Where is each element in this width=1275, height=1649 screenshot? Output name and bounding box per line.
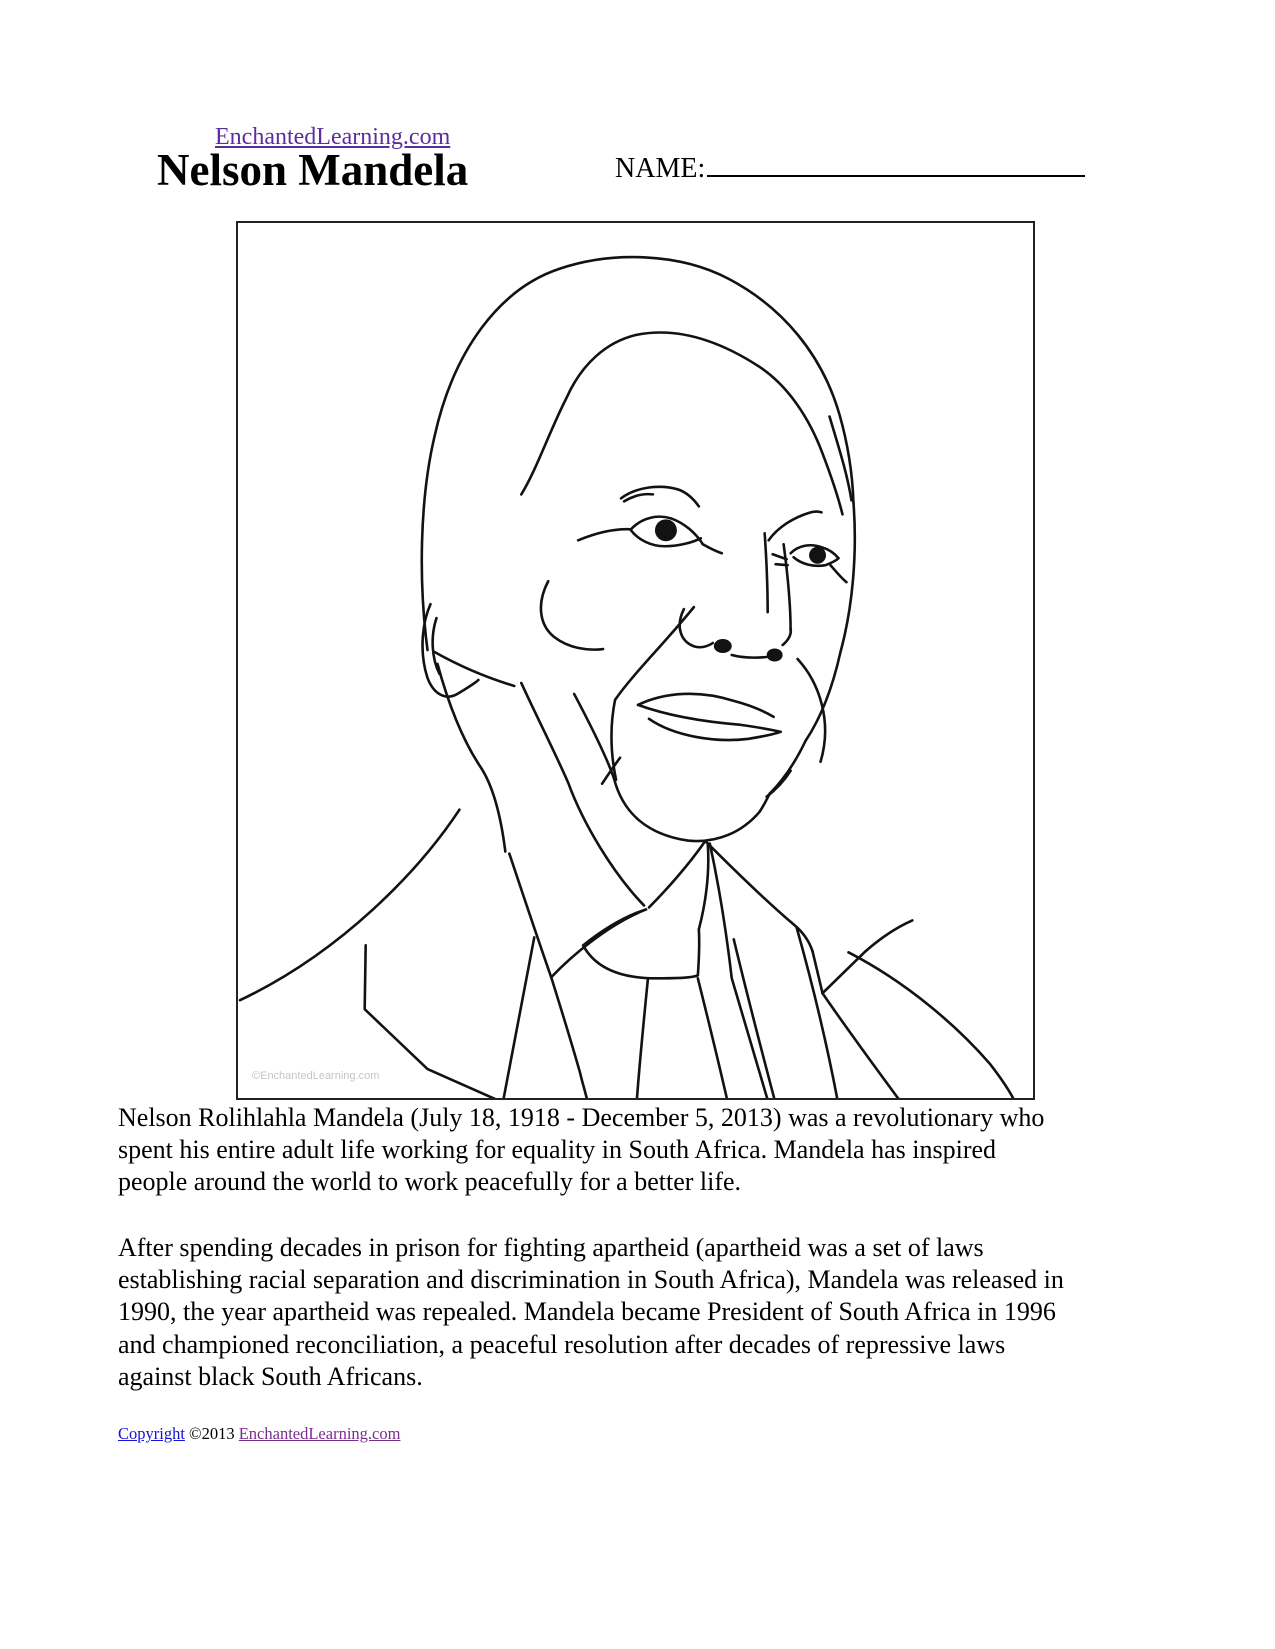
left-lapel-fold xyxy=(503,937,534,1098)
hairline xyxy=(521,332,842,514)
nose-bridge-left xyxy=(765,533,768,612)
right-arm-curve xyxy=(848,952,1014,1098)
coloring-image-frame xyxy=(236,221,1035,1100)
right-pupil xyxy=(809,547,826,564)
tie-knot-right xyxy=(698,929,699,975)
nostril-right xyxy=(767,649,783,662)
right-eyebrow xyxy=(769,512,822,541)
name-fill-in-line xyxy=(707,151,1085,177)
right-eye-under-line xyxy=(831,565,847,582)
face-right-edge xyxy=(806,502,855,740)
cheek-fold xyxy=(541,581,603,649)
left-shoulder xyxy=(240,810,459,1001)
copyright-line xyxy=(118,1424,400,1444)
name-label: NAME: xyxy=(615,153,706,184)
ear-outer xyxy=(423,604,479,696)
jowl-line xyxy=(574,694,614,779)
left-pupil xyxy=(655,519,677,541)
page-title: Nelson Mandela xyxy=(157,145,469,195)
site-link[interactable]: EnchantedLearning.com xyxy=(215,124,451,150)
head-group xyxy=(422,257,855,851)
bio-paragraph-2 xyxy=(118,1232,1188,1393)
left-placket xyxy=(551,977,587,1098)
nose-bridge-right xyxy=(784,544,791,630)
right-shoulder-top xyxy=(707,843,813,952)
nose-ala-right xyxy=(783,629,791,645)
text-line: and championed reconciliation, a peaceful resolution after decades of repressive laws xyxy=(118,1329,1006,1359)
text-line: establishing racial separation and discrimination in South Africa), Mandela was released in xyxy=(118,1265,1064,1295)
text-line: against black South Africans. xyxy=(118,1361,423,1391)
jaw-right xyxy=(770,741,806,794)
left-eyelid-fold xyxy=(578,529,631,540)
tie-right-edge xyxy=(698,978,727,1098)
neck-left-sweep xyxy=(521,683,644,905)
chin xyxy=(614,779,770,841)
nose-group xyxy=(680,533,791,661)
text-line: spent his entire adult life working for equality in South Africa. Mandela has inspired xyxy=(118,1135,997,1165)
watermark: ©EnchantedLearning.com xyxy=(252,1070,380,1082)
tie-knot-bottom xyxy=(583,945,698,978)
upper-lip xyxy=(638,694,774,717)
neck-v-right xyxy=(699,845,708,930)
right-notch-a xyxy=(813,951,823,993)
text-line: 1990, the year apartheid was repealed. Mandela became President of South Africa in 1996 xyxy=(118,1297,1056,1327)
left-eye-corner xyxy=(703,544,722,553)
left-collar-inner xyxy=(551,909,646,977)
mandela-portrait-line-art xyxy=(238,223,1033,1098)
mouth-group xyxy=(574,607,825,784)
text-line: After spending decades in prison for fighting apartheid (apartheid was a set of laws xyxy=(118,1233,984,1262)
bio-paragraph-1 xyxy=(118,1102,1188,1199)
face-left-lower xyxy=(437,664,505,852)
jacket-group xyxy=(240,810,1014,1098)
copyright-link[interactable]: Copyright xyxy=(118,1424,185,1443)
eyes-group xyxy=(578,487,846,582)
sideburn xyxy=(435,652,515,686)
name-field-row xyxy=(615,151,1085,185)
neck-collar-group xyxy=(503,683,774,1098)
text-line: Nelson Rolihlahla Mandela (July 18, 1918 - December 5, 2013) was a revolutionary who xyxy=(118,1103,1045,1132)
nose-base xyxy=(732,655,767,658)
text-line: people around the world to work peacefully for a better life. xyxy=(118,1167,742,1197)
tie-left-edge xyxy=(637,978,648,1098)
right-seam xyxy=(797,927,838,1098)
right-collar-edge-2 xyxy=(734,939,775,1098)
copyright-year: ©2013 xyxy=(189,1424,235,1443)
footer-site-link[interactable]: EnchantedLearning.com xyxy=(238,1424,401,1443)
left-jacket-edge xyxy=(365,945,498,1098)
right-notch-c xyxy=(865,920,912,951)
tie-group xyxy=(583,909,727,1098)
nose-ala-left xyxy=(680,609,713,647)
nostril-left xyxy=(714,639,732,653)
neck-v-left xyxy=(649,842,705,908)
